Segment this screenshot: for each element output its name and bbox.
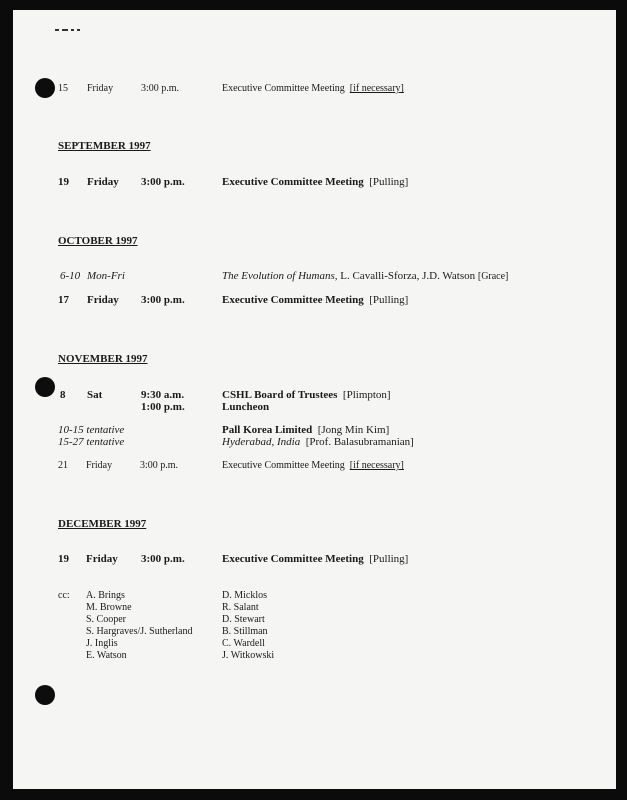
dates: 10-15 tentative (58, 424, 125, 436)
time: 3:00 p.m. (141, 294, 185, 306)
date: 15 (58, 83, 68, 94)
time: 1:00 p.m. (141, 401, 185, 413)
cc-name: R. Salant (222, 602, 259, 613)
event-text: Executive Committee Meeting [if necessary] (222, 460, 404, 471)
date: 19 (58, 176, 69, 188)
note: [if necessary] (349, 460, 404, 471)
heading-december: DECEMBER 1997 (58, 518, 147, 530)
cc-name: A. Brings (86, 590, 125, 601)
event-text: Luncheon (222, 401, 270, 413)
time: 3:00 p.m. (141, 553, 185, 565)
cc-name: D. Micklos (222, 590, 267, 601)
heading-october: OCTOBER 1997 (58, 235, 138, 247)
cc-name: M. Browne (86, 602, 132, 613)
date: 21 (58, 460, 68, 471)
cc-name: J. Inglis (86, 638, 118, 649)
punch-hole-middle (35, 377, 55, 397)
event-text: The Evolution of Humans, L. Cavalli-Sforza, J.D. Watson [Grace] (222, 270, 509, 282)
event-text: Executive Committee Meeting [Pulling] (222, 176, 409, 188)
weekday: Friday (86, 460, 113, 471)
cc-name: S. Hargraves/J. Sutherland (86, 626, 193, 637)
date: 8 (60, 389, 66, 401)
event-text: Executive Committee Meeting [Pulling] (222, 553, 409, 565)
event-text: Pall Korea Limited [Jong Min Kim] (222, 424, 390, 436)
weekday: Friday (87, 176, 119, 188)
date: 6-10 (60, 270, 81, 282)
document-page (13, 10, 616, 789)
note: [if necessary] (349, 83, 404, 94)
cc-name: J. Witkowski (222, 650, 275, 661)
weekday: Mon-Fri (87, 270, 125, 282)
event-text: Executive Committee Meeting [Pulling] (222, 294, 409, 306)
cc-name: S. Cooper (86, 614, 126, 625)
heading-november: NOVEMBER 1997 (58, 353, 148, 365)
event-text: Executive Committee Meeting [if necessary] (222, 83, 404, 94)
time: 9:30 a.m. (141, 389, 185, 401)
time: 3:00 p.m. (141, 83, 180, 94)
punch-hole-bottom (35, 685, 55, 705)
cc-name: D. Stewart (222, 614, 265, 625)
event-text: Hyderabad, India [Prof. Balasubramanian] (222, 436, 414, 448)
cc-name: E. Watson (86, 650, 127, 661)
scan-mark (55, 29, 95, 32)
heading-september: SEPTEMBER 1997 (58, 140, 151, 152)
date: 19 (58, 553, 69, 565)
cc-label: cc: (58, 590, 70, 601)
date: 17 (58, 294, 69, 306)
event-text: CSHL Board of Trustees [Plimpton] (222, 389, 391, 401)
weekday: Friday (86, 553, 118, 565)
time: 3:00 p.m. (140, 460, 179, 471)
weekday: Friday (87, 83, 114, 94)
cc-name: C. Wardell (222, 638, 265, 649)
weekday: Sat (87, 389, 103, 401)
cc-name: B. Stillman (222, 626, 268, 637)
punch-hole-top (35, 78, 55, 98)
weekday: Friday (87, 294, 119, 306)
dates: 15-27 tentative (58, 436, 125, 448)
time: 3:00 p.m. (141, 176, 185, 188)
